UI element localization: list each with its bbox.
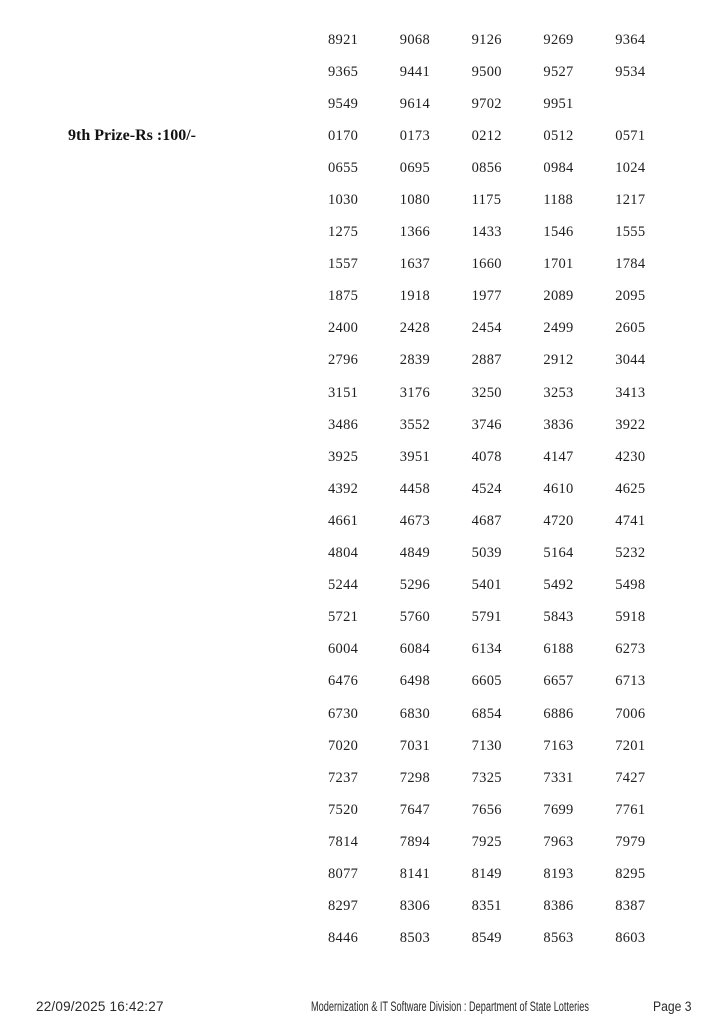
number-cell: 7979	[615, 833, 646, 850]
prize-label: 9th Prize-Rs :100/-	[68, 127, 196, 145]
number-cell: 9269	[543, 31, 574, 48]
number-row	[328, 377, 687, 409]
number-cell: 6134	[471, 641, 502, 658]
number-cell: 9500	[471, 63, 502, 80]
number-cell: 3836	[543, 416, 574, 433]
number-cell: 6273	[615, 641, 646, 658]
number-cell: 8446	[328, 930, 359, 947]
number-cell: 8077	[328, 865, 359, 882]
number-cell: 9126	[471, 31, 502, 48]
number-cell: 8295	[615, 865, 646, 882]
number-cell: 0655	[328, 159, 359, 176]
number-cell: 1275	[328, 224, 359, 241]
number-cell: 6084	[399, 641, 430, 658]
number-cell: 5401	[471, 577, 502, 594]
number-row	[328, 666, 687, 698]
number-cell: 0856	[471, 159, 502, 176]
number-cell: 1217	[615, 192, 646, 209]
number-cell: 8149	[471, 865, 502, 882]
number-cell: 9441	[399, 63, 430, 80]
number-cell: 9702	[471, 95, 502, 112]
number-row	[328, 730, 687, 762]
number-cell: 5760	[399, 609, 430, 626]
number-cell: 1977	[471, 288, 502, 305]
number-cell: 7520	[328, 801, 359, 818]
number-cell: 3951	[399, 448, 430, 465]
number-cell: 5296	[399, 577, 430, 594]
number-cell: 7130	[471, 737, 502, 754]
number-cell: 6730	[328, 705, 359, 722]
number-cell: 2089	[543, 288, 574, 305]
footer-timestamp: 22/09/2025 16:42:27	[36, 999, 164, 1014]
number-cell: 1024	[615, 159, 646, 176]
number-cell: 4392	[328, 480, 359, 497]
number-cell: 8297	[328, 898, 359, 915]
number-cell: 4625	[615, 480, 646, 497]
number-cell: 0512	[543, 127, 574, 144]
number-cell: 9068	[399, 31, 430, 48]
number-cell: 3176	[399, 384, 430, 401]
number-row	[328, 152, 687, 184]
number-cell: 7427	[615, 769, 646, 786]
number-cell: 2796	[328, 352, 359, 369]
number-cell: 5244	[328, 577, 359, 594]
number-row	[328, 88, 687, 120]
number-row	[328, 505, 687, 537]
number-row	[328, 602, 687, 634]
number-cell: 0170	[328, 127, 359, 144]
number-cell: 7237	[328, 769, 359, 786]
number-cell: 2839	[399, 352, 430, 369]
number-cell: 1188	[543, 192, 574, 209]
number-cell: 7331	[543, 769, 574, 786]
number-cell: 5843	[543, 609, 574, 626]
number-cell: 5791	[471, 609, 502, 626]
number-cell: 6498	[399, 673, 430, 690]
number-cell: 4661	[328, 512, 359, 529]
number-cell: 2499	[543, 320, 574, 337]
number-cell: 7814	[328, 833, 359, 850]
number-cell: 1433	[471, 224, 502, 241]
number-cell: 3253	[543, 384, 574, 401]
number-row	[328, 826, 687, 858]
number-cell: 8503	[399, 930, 430, 947]
number-cell: 8387	[615, 898, 646, 915]
number-cell: 6854	[471, 705, 502, 722]
number-cell: 7201	[615, 737, 646, 754]
number-cell: 4849	[399, 545, 430, 562]
number-row	[328, 313, 687, 345]
number-cell: 8193	[543, 865, 574, 882]
number-cell: 7656	[471, 801, 502, 818]
number-cell: 7298	[399, 769, 430, 786]
number-cell: 5918	[615, 609, 646, 626]
number-cell: 1701	[543, 256, 574, 273]
number-cell: 4610	[543, 480, 574, 497]
number-row	[328, 473, 687, 505]
number-cell: 1637	[399, 256, 430, 273]
number-cell: 3552	[399, 416, 430, 433]
number-cell: 6657	[543, 673, 574, 690]
number-cell: 8386	[543, 898, 574, 915]
number-cell: 8549	[471, 930, 502, 947]
number-row	[328, 217, 687, 249]
number-cell: 7761	[615, 801, 646, 818]
number-cell: 2428	[399, 320, 430, 337]
number-cell: 6004	[328, 641, 359, 658]
number-cell: 3746	[471, 416, 502, 433]
number-row	[328, 56, 687, 88]
number-row	[328, 24, 687, 56]
number-cell: 0984	[543, 159, 574, 176]
number-cell: 7031	[399, 737, 430, 754]
number-cell: 4673	[399, 512, 430, 529]
number-cell: 9951	[543, 95, 574, 112]
number-cell: 9534	[615, 63, 646, 80]
number-cell: 8351	[471, 898, 502, 915]
number-cell: 6886	[543, 705, 574, 722]
number-cell: 4078	[471, 448, 502, 465]
number-cell: 7925	[471, 833, 502, 850]
number-row	[328, 762, 687, 794]
number-cell: 0695	[399, 159, 430, 176]
number-cell: 8306	[399, 898, 430, 915]
number-cell: 7699	[543, 801, 574, 818]
number-cell: 7006	[615, 705, 646, 722]
number-cell: 2454	[471, 320, 502, 337]
number-cell: 7163	[543, 737, 574, 754]
number-cell: 1080	[399, 192, 430, 209]
number-cell: 6830	[399, 705, 430, 722]
number-cell: 4687	[471, 512, 502, 529]
number-cell: 3044	[615, 352, 646, 369]
number-cell: 6188	[543, 641, 574, 658]
number-cell: 4230	[615, 448, 646, 465]
number-cell: 7963	[543, 833, 574, 850]
number-row	[328, 120, 687, 152]
number-cell: 1175	[471, 192, 502, 209]
number-cell: 8603	[615, 930, 646, 947]
number-cell: 6713	[615, 673, 646, 690]
number-cell: 1875	[328, 288, 359, 305]
number-cell: 7894	[399, 833, 430, 850]
number-cell: 1555	[615, 224, 646, 241]
number-row	[328, 891, 687, 923]
number-cell: 9614	[399, 95, 430, 112]
number-row	[328, 698, 687, 730]
number-cell: 9364	[615, 31, 646, 48]
page-footer	[0, 999, 724, 1017]
number-row	[328, 345, 687, 377]
number-cell: 8141	[399, 865, 430, 882]
number-cell: 2400	[328, 320, 359, 337]
number-cell: 4720	[543, 512, 574, 529]
number-cell: 5164	[543, 545, 574, 562]
number-cell: 6476	[328, 673, 359, 690]
number-cell: 3925	[328, 448, 359, 465]
footer-division-text: Modernization & IT Software Division : Department of State Lotteries	[311, 999, 589, 1014]
number-cell: 1366	[399, 224, 430, 241]
number-cell: 3922	[615, 416, 646, 433]
number-cell: 4458	[399, 480, 430, 497]
number-cell: 8563	[543, 930, 574, 947]
number-cell: 2095	[615, 288, 646, 305]
number-cell: 3151	[328, 384, 359, 401]
number-cell: 7325	[471, 769, 502, 786]
number-cell: 5232	[615, 545, 646, 562]
number-cell: 4804	[328, 545, 359, 562]
number-cell: 4524	[471, 480, 502, 497]
number-cell: 9549	[328, 95, 359, 112]
number-cell: 0571	[615, 127, 646, 144]
number-cell: 8921	[328, 31, 359, 48]
number-row	[328, 634, 687, 666]
number-row	[328, 538, 687, 570]
number-cell: 0173	[399, 127, 430, 144]
number-cell: 2605	[615, 320, 646, 337]
number-cell: 7647	[399, 801, 430, 818]
number-cell: 3250	[471, 384, 502, 401]
number-cell: 9365	[328, 63, 359, 80]
number-row	[328, 858, 687, 890]
number-cell: 6605	[471, 673, 502, 690]
number-row	[328, 923, 687, 955]
number-cell: 1557	[328, 256, 359, 273]
number-cell: 5492	[543, 577, 574, 594]
number-grid	[328, 24, 687, 955]
number-row	[328, 794, 687, 826]
number-row	[328, 184, 687, 216]
number-cell: 4741	[615, 512, 646, 529]
number-cell: 4147	[543, 448, 574, 465]
number-row	[328, 409, 687, 441]
number-cell: 3486	[328, 416, 359, 433]
number-cell: 5498	[615, 577, 646, 594]
number-row	[328, 281, 687, 313]
number-cell: 1918	[399, 288, 430, 305]
number-row	[328, 441, 687, 473]
number-cell: 5721	[328, 609, 359, 626]
number-cell: 1660	[471, 256, 502, 273]
number-cell: 7020	[328, 737, 359, 754]
number-cell: 1784	[615, 256, 646, 273]
number-cell: 5039	[471, 545, 502, 562]
number-cell: 2912	[543, 352, 574, 369]
number-cell: 2887	[471, 352, 502, 369]
number-row	[328, 570, 687, 602]
number-cell: 1030	[328, 192, 359, 209]
number-cell: 3413	[615, 384, 646, 401]
number-cell: 0212	[471, 127, 502, 144]
footer-page-number: Page 3	[653, 999, 692, 1014]
number-cell: 1546	[543, 224, 574, 241]
number-cell: 9527	[543, 63, 574, 80]
number-row	[328, 249, 687, 281]
